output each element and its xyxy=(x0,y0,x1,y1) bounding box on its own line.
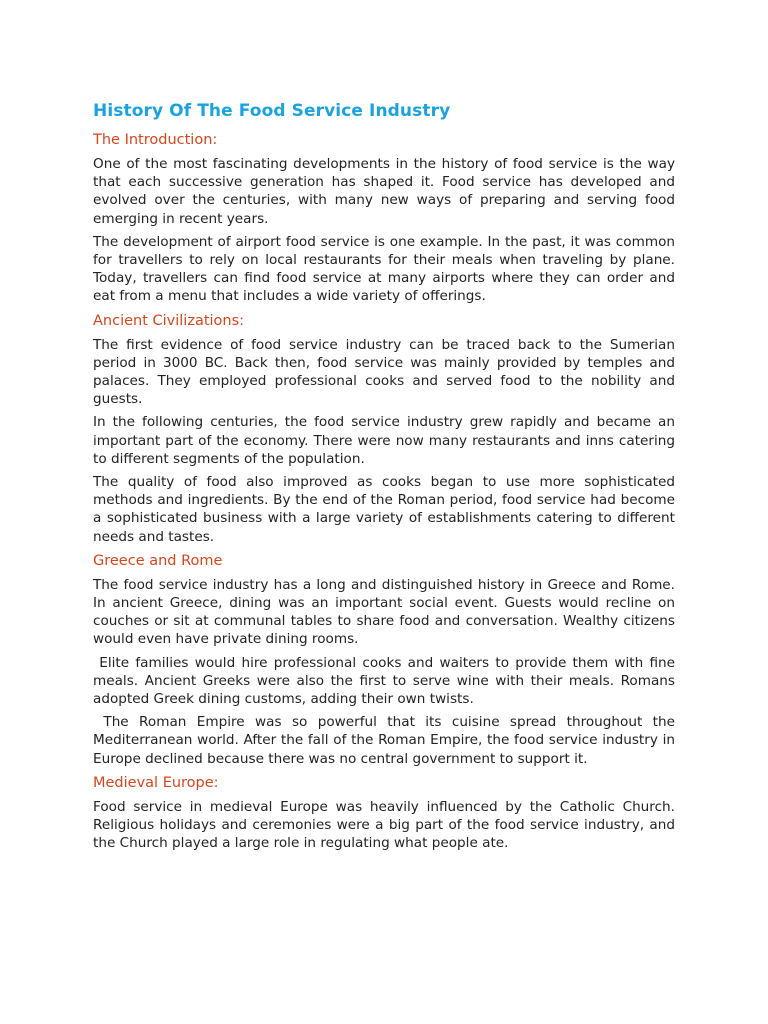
paragraph: The development of airport food service is one example. In the past, it was common for travellers to rely on local restaurants for their meals when traveling by plane. Today, travellers can find food service at many airports where they can order and eat from a menu that includes a wide variety of offerings. xyxy=(93,233,680,305)
paragraph: The food service industry has a long and distinguished history in Greece and Rome. In ancient Greece, dining was an important social event. Guests would recline on couches or sit at communal tables to share food and conversation. Wealthy citizens would even have private dining rooms. xyxy=(93,576,680,648)
section-introduction xyxy=(93,130,680,306)
paragraph: The first evidence of food service industry can be traced back to the Sumerian period in 3000 BC. Back then, food service was mainly provided by temples and palaces. They employed professional cooks and served food to the nobility and guests. xyxy=(93,336,680,408)
paragraph: In the following centuries, the food service industry grew rapidly and became an important part of the economy. There were now many restaurants and inns catering to different segments of the population. xyxy=(93,414,680,467)
section-greece-and-rome xyxy=(93,551,680,768)
paragraph: The Roman Empire was so powerful that its cuisine spread throughout the Mediterranean world. After the fall of the Roman Empire, the food service industry in Europe declined because there was no central government to support it. xyxy=(93,714,680,767)
section-heading: The Introduction: xyxy=(93,132,218,148)
paragraph: One of the most fascinating developments in the history of food service is the way that each successive generation has shaped it. Food service has developed and evolved over the centuries, with many new ways of preparing and serving food emerging in recent years. xyxy=(93,156,680,227)
section-heading: Greece and Rome xyxy=(93,552,223,569)
paragraph: The quality of food also improved as cooks began to use more sophisticated methods and ingredients. By the end of the Roman period, food service had become a sophisticated business with a large variety of establishments catering to different needs and tastes. xyxy=(93,474,680,545)
document-page xyxy=(93,99,680,858)
section-medieval-europe xyxy=(93,773,680,853)
section-heading: Ancient Civilizations: xyxy=(93,312,245,329)
paragraph: Food service in medieval Europe was heavily influenced by the Catholic Church. Religious holidays and ceremonies were a big part of the food service industry, and the Church played a large role in regulating what people ate. xyxy=(93,798,680,852)
document-title: History Of The Food Service Industry xyxy=(93,101,451,121)
section-ancient-civilizations xyxy=(93,311,680,546)
paragraph: Elite families would hire professional cooks and waiters to provide them with fine meals. Ancient Greeks were also the first to serve wine with their meals. Romans adopted Greek dining customs, adding their own twists. xyxy=(93,654,680,708)
section-heading: Medieval Europe: xyxy=(93,774,219,791)
